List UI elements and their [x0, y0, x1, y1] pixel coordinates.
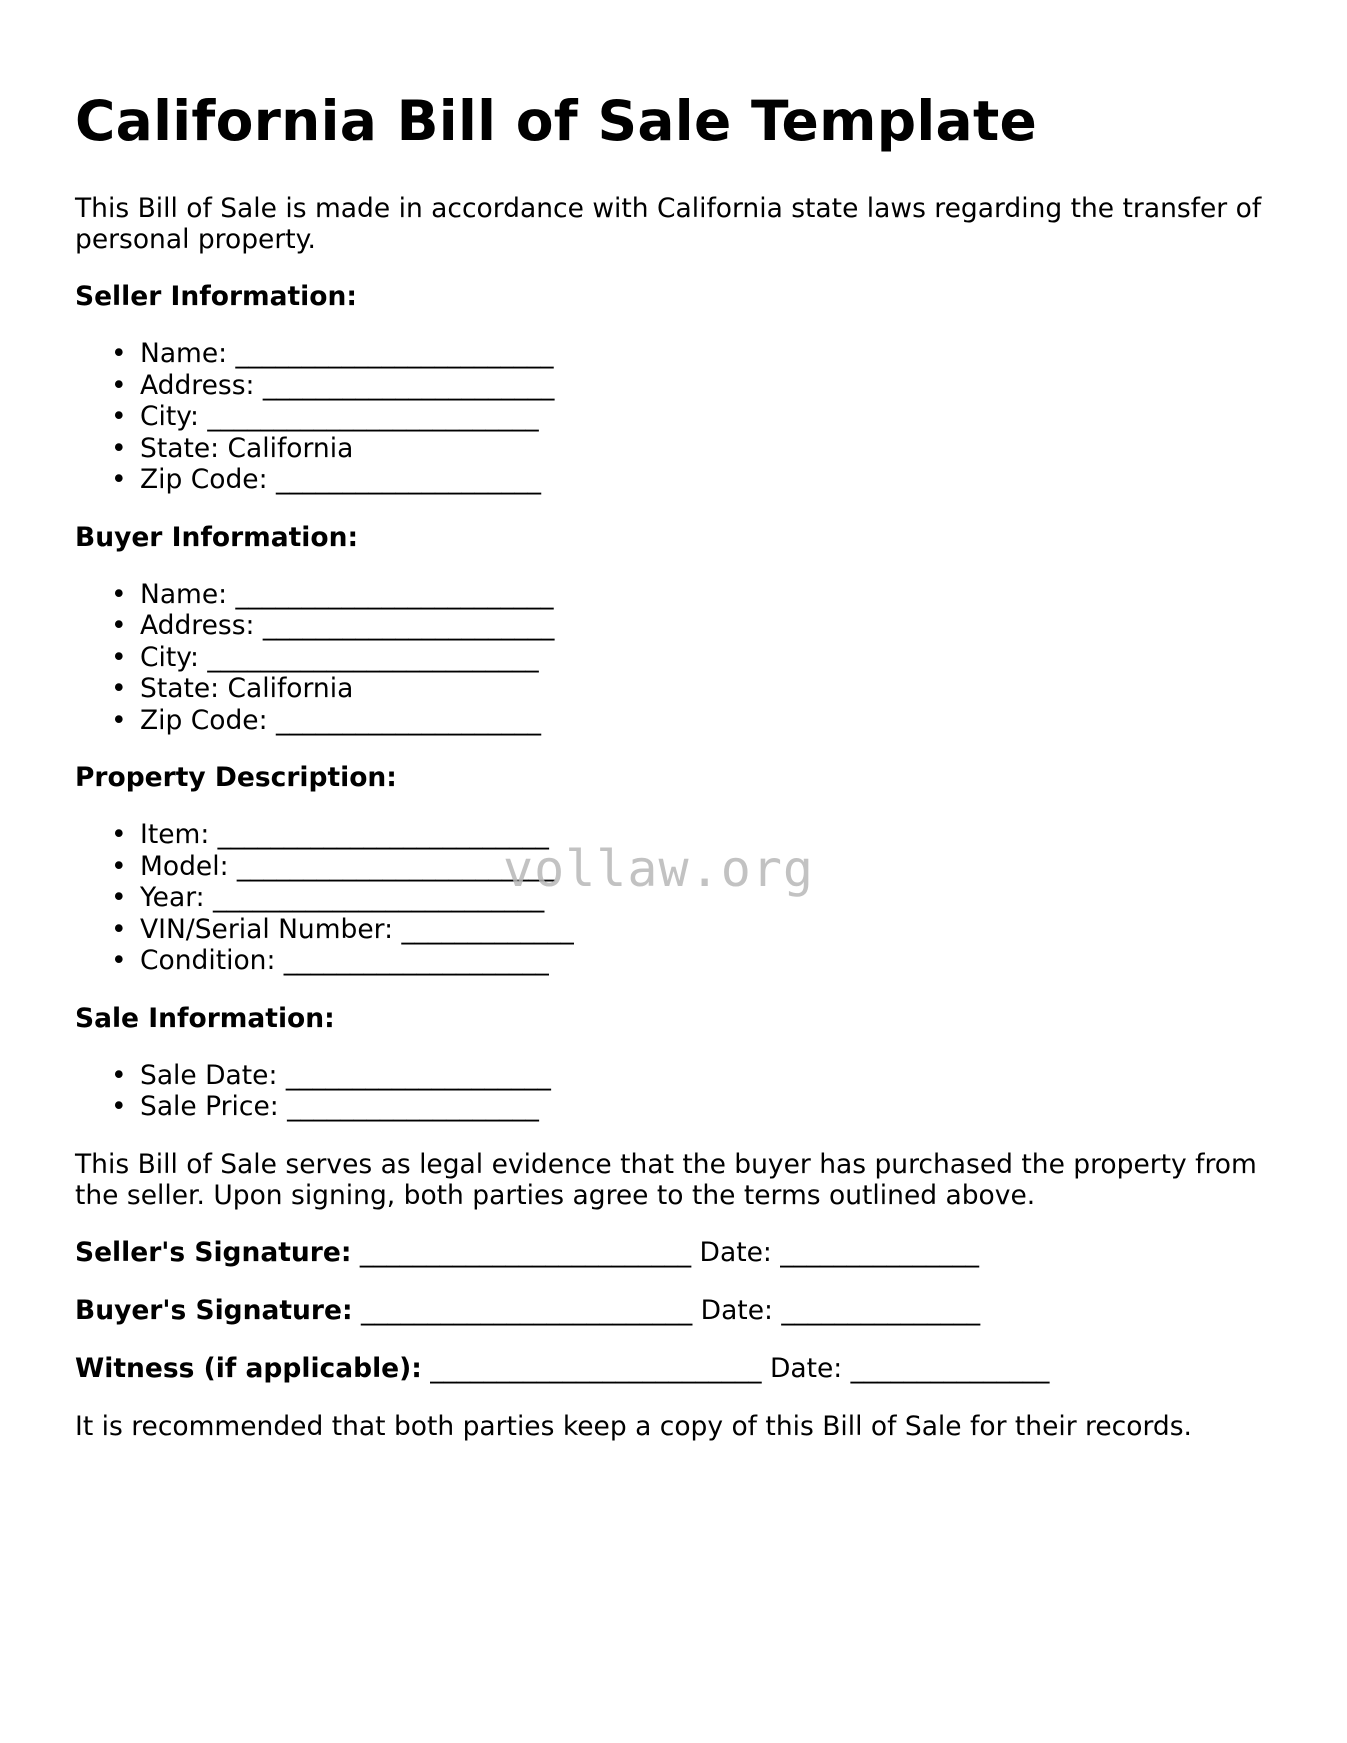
buyer-state-item: • State: California	[111, 673, 354, 704]
witness-signature-blank: _________________________ Date: _______________	[421, 1352, 1050, 1384]
seller-address-item: • Address: ______________________	[111, 369, 555, 401]
page-title: California Bill of Sale Template	[75, 89, 1038, 153]
seller-name-item: • Name: ________________________	[111, 338, 554, 369]
buyer-name-item: • Name: ________________________	[111, 578, 554, 610]
property-model-item: • Model: ________________________	[111, 850, 555, 882]
property-heading: Property Description:	[75, 762, 397, 793]
buyer-zip-item: • Zip Code: ____________________	[111, 704, 541, 736]
seller-signature-blank: _________________________ Date: _______________	[351, 1236, 979, 1268]
seller-heading: Seller Information:	[75, 281, 357, 312]
property-condition-item: • Condition: ____________________	[111, 945, 549, 976]
buyer-signature-line	[75, 1295, 1275, 1326]
watermark: vollaw.org	[503, 840, 815, 898]
closing-paragraph: This Bill of Sale serves as legal evidence that the buyer has purchased the property from the seller. Upon signing, both parties agree to the terms outlined above.	[75, 1148, 1257, 1211]
seller-state-item: • State: California	[111, 432, 354, 464]
seller-zip-item: • Zip Code: ____________________	[111, 464, 541, 495]
buyer-heading: Buyer Information:	[75, 521, 359, 553]
seller-signature-line	[75, 1237, 1275, 1268]
witness-signature-label: Witness (if applicable):	[75, 1352, 422, 1384]
document-page	[75, 88, 1275, 1442]
sale-heading: Sale Information:	[75, 1002, 335, 1034]
property-item-item: • Item: _________________________	[111, 819, 549, 850]
sale-list	[75, 1060, 1275, 1123]
buyer-list	[75, 579, 1275, 737]
buyer-address-item: • Address: ______________________	[111, 610, 555, 641]
seller-signature-label: Seller's Signature:	[75, 1236, 352, 1268]
property-year-item: • Year: _________________________	[111, 882, 545, 913]
buyer-city-item: • City: _________________________	[111, 641, 539, 673]
buyer-signature-label: Buyer's Signature:	[75, 1294, 353, 1326]
buyer-signature-blank: _________________________ Date: _______________	[352, 1294, 981, 1326]
property-vin-item: • VIN/Serial Number: _____________	[111, 913, 574, 945]
seller-list	[75, 338, 1275, 496]
intro-paragraph: This Bill of Sale is made in accordance with California state laws regarding the transfer of personal property.	[75, 193, 1262, 255]
seller-city-item: • City: _________________________	[111, 401, 539, 432]
sale-price-item: • Sale Price: ___________________	[111, 1091, 539, 1122]
sale-date-item: • Sale Date: ____________________	[111, 1059, 551, 1091]
witness-signature-line	[75, 1353, 1275, 1384]
final-note: It is recommended that both parties keep a copy of this Bill of Sale for their records.	[75, 1410, 1192, 1442]
